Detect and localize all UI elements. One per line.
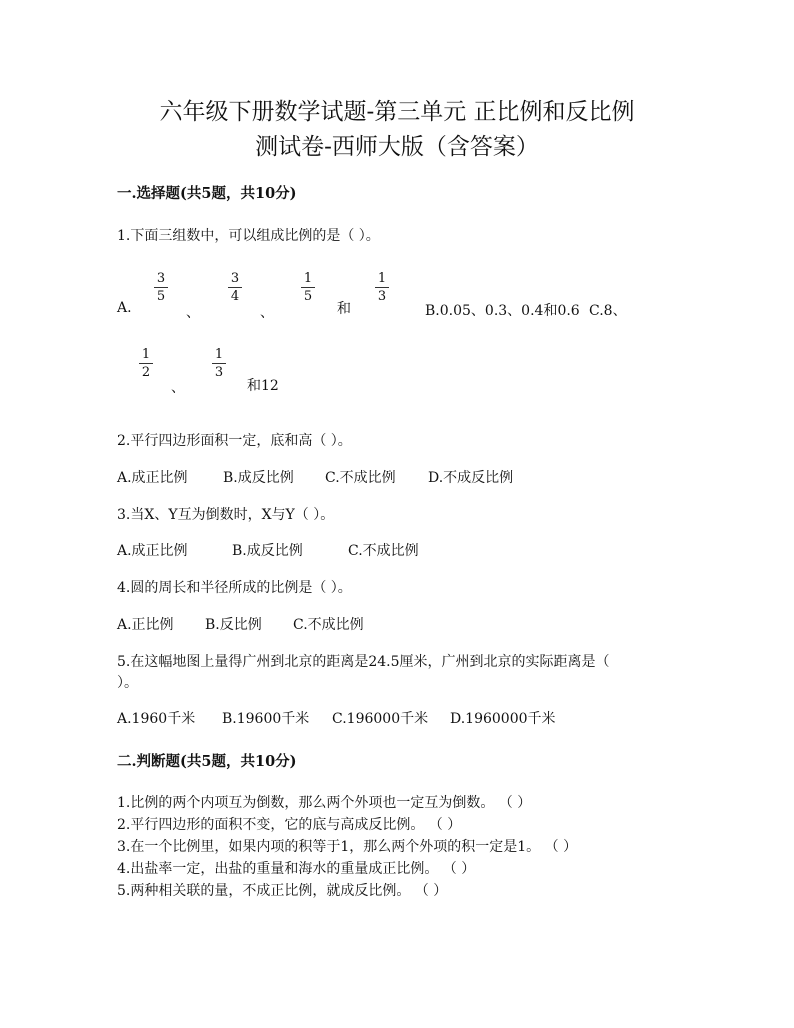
judgement-item-4: 4.出盐率一定，出盐的重量和海水的重量成正比例。 （ ） — [117, 861, 476, 877]
section-heading-choice: 一.选择题(共5题，共10分) — [117, 185, 297, 202]
judgement-item-1: 1.比例的两个内项互为倒数，那么两个外项也一定互为倒数。 （ ） — [117, 795, 532, 811]
question-2-options — [117, 467, 513, 487]
fraction: 3 4 — [228, 271, 242, 304]
question-3-options — [117, 540, 419, 560]
option-a: A.成正比例 — [117, 543, 188, 559]
option-b: B.0.05、0.3、0.4和0.6 — [425, 303, 580, 319]
option-c: C.不成比例 — [293, 617, 364, 633]
option-b: B.19600千米 — [222, 711, 310, 727]
section-heading-judgement: 二.判断题(共5题，共10分) — [117, 753, 297, 770]
option-b: B.成反比例 — [232, 543, 303, 559]
option-c-start: C.8、 — [589, 303, 627, 319]
question-5-stem: 5.在这幅地图上量得广州到北京的距离是24.5厘米，广州到北京的实际距离是（ — [117, 654, 610, 670]
option-a: A.1960千米 — [117, 711, 196, 727]
fraction: 1 5 — [301, 271, 315, 304]
separator: 、 — [171, 380, 185, 396]
question-1-stem: 1.下面三组数中，可以组成比例的是（ ）。 — [117, 228, 380, 244]
option-a-label: A. — [117, 300, 132, 316]
option-c: C.不成比例 — [348, 543, 419, 559]
judgement-item-5: 5.两种相关联的量，不成正比例，就成反比例。 （ ） — [117, 883, 448, 899]
option-a: A.成正比例 — [117, 470, 188, 486]
judgement-item-2: 2.平行四边形的面积不变，它的底与高成反比例。 （ ） — [117, 817, 462, 833]
option-d: D.1960000千米 — [450, 711, 556, 727]
option-c: C.196000千米 — [332, 711, 429, 727]
option-a: A.正比例 — [117, 617, 174, 633]
option-c: C.不成比例 — [325, 470, 396, 486]
option-d: D.不成反比例 — [428, 470, 514, 486]
option-c-end: 和12 — [247, 378, 279, 394]
separator: 、 — [260, 305, 274, 321]
document-title-line1: 六年级下册数学试题-第三单元 正比例和反比例 — [159, 99, 635, 125]
separator: 、 — [186, 305, 200, 321]
judgement-item-3: 3.在一个比例里，如果内项的积等于1，那么两个外项的积一定是1。 （ ） — [117, 839, 578, 855]
question-5-stem-cont: ）。 — [117, 675, 138, 691]
option-b: B.反比例 — [205, 617, 262, 633]
question-3-stem: 3.当X、Y互为倒数时，X与Y（ ）。 — [117, 507, 335, 523]
conjunction-and: 和 — [337, 301, 351, 317]
fraction: 1 3 — [212, 347, 226, 380]
fraction: 1 2 — [139, 347, 153, 380]
option-b: B.成反比例 — [223, 470, 294, 486]
fraction: 3 5 — [154, 271, 168, 304]
question-4-options — [117, 614, 364, 634]
document-title-line2: 测试卷-西师大版（含答案） — [255, 134, 539, 160]
question-2-stem: 2.平行四边形面积一定，底和高（ ）。 — [117, 433, 352, 449]
question-4-stem: 4.圆的周长和半径所成的比例是（ ）。 — [117, 580, 352, 596]
question-5-options — [117, 708, 556, 728]
fraction: 1 3 — [375, 271, 389, 304]
